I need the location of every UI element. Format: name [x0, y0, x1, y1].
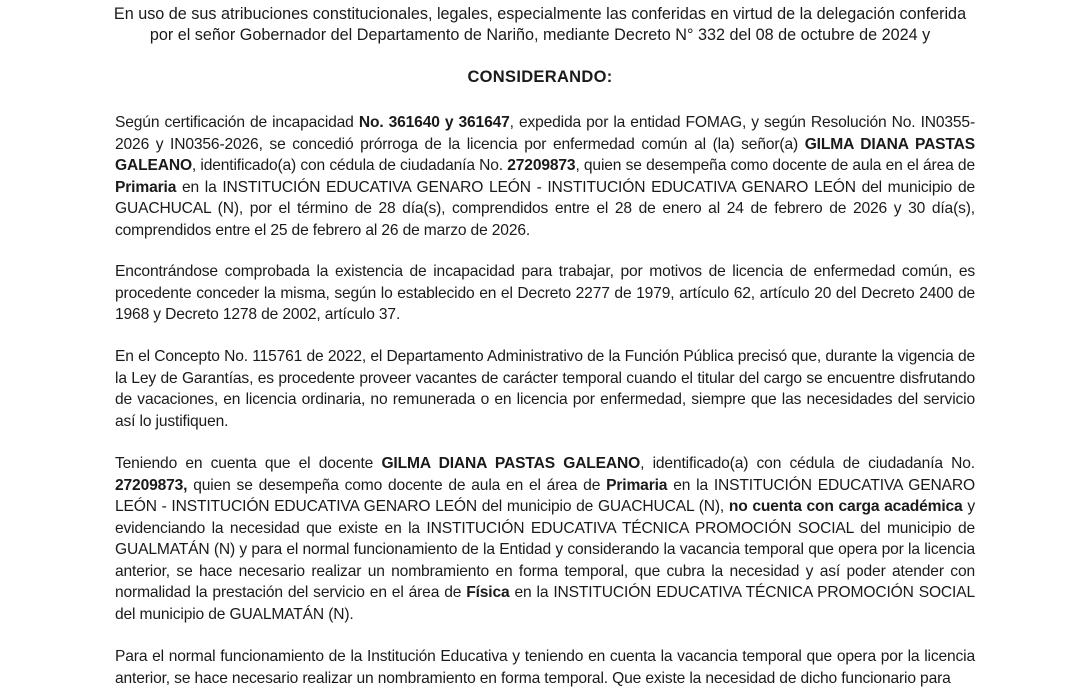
bold-text: no cuenta con carga académica: [728, 498, 963, 515]
text: en la INSTITUCIÓN EDUCATIVA GENARO LEÓN - INSTITUCIÓN EDUCATIVA GENARO LEÓN del municipio de GUACHUCAL (N), por el término de 28 día(s), comprendidos entre el 28 de enero al 24 de febrero de 2026 y 30 día(s), comprendidos entre el 25 de febrero al 26 de marzo de 2026.: [115, 178, 975, 239]
paragraph-operation: Para el normal funcionamiento de la Institución Educativa y teniendo en cuenta la vacancia temporal que opera por la licencia anterior, se hace necesario realizar un nombramiento en forma temporal. Que existe la necesidad de dicho funcionario para: [115, 648, 975, 687]
text: Según certificación de incapacidad: [115, 114, 359, 131]
bold-text: No. 361640 y 361647: [358, 114, 510, 131]
bold-text: GILMA DIANA PASTAS GALEANO: [381, 455, 641, 472]
text: , expedida por la entidad FOMAG, y según Resolución No. IN0355-2026 y IN0356-2026, se concedió prórroga de la licencia por enfermedad común al (la) señor(a): [115, 114, 975, 153]
paragraph-appointment: [115, 453, 975, 625]
text: en la INSTITUCIÓN EDUCATIVA TÉCNICA PROMOCIÓN SOCIAL del municipio de GUALMATÁN (N).: [115, 584, 975, 623]
text: , identificado(a) con cédula de ciudadanía No.: [640, 455, 975, 472]
bold-text: Física: [466, 584, 510, 601]
text: , quien se desempeña como docente de aula en el área de: [575, 157, 975, 174]
paragraph-concept: En el Concepto No. 115761 de 2022, el Departamento Administrativo de la Función Pública precisó que, durante la vigencia de la Ley de Garantías, es procedente proveer vacantes de carácter temporal cuando el titular del cargo se encuentre disfrutando de vacaciones, en licencia ordinaria, no remunerada o en licencia por enfermedad, siempre que las necesidades del servicio así lo justifiquen.: [115, 348, 975, 430]
text: y evidenciando la necesidad que existe en la INSTITUCIÓN EDUCATIVA TÉCNICA PROMOCIÓN SOCIAL del municipio de GUALMATÁN (N) y para el normal funcionamiento de la Entidad y considerando la vacancia temporal que opera por la licencia anterior, se hace necesario realizar un nombramiento en forma temporal, que cubra la necesidad y así poder atender con normalidad la prestación del servicio en el área de: [115, 498, 975, 601]
text: quien se desempeña como docente de aula en el área de: [187, 476, 607, 494]
text: Teniendo en cuenta que el docente: [115, 455, 382, 472]
bold-text: 27209873: [507, 157, 576, 174]
bold-text: Primaria: [606, 476, 668, 494]
bold-text: Primaria: [115, 178, 177, 196]
text: en la INSTITUCIÓN EDUCATIVA GENARO LEÓN - INSTITUCIÓN EDUCATIVA GENARO LEÓN del municipio de GUACHUCAL (N),: [115, 476, 975, 515]
bold-text: GILMA DIANA PASTAS GALEANO: [115, 135, 976, 174]
paragraph-legal-basis: Encontrándose comprobada la existencia de incapacidad para trabajar, por motivos de licencia de enfermedad común, es procedente conceder la misma, según lo establecido en el Decreto 2277 de 1979, artículo 62, artículo 20 del Decreto 2400 de 1968 y Decreto 1278 de 2002, artículo 37.: [115, 263, 975, 323]
bold-text: 27209873,: [115, 476, 188, 494]
text: , identificado(a) con cédula de ciudadanía No.: [191, 157, 508, 174]
paragraph-incapacity: [115, 112, 975, 241]
section-heading: CONSIDERANDO:: [467, 68, 613, 86]
intro-paragraph: En uso de sus atribuciones constitucionales, legales, especialmente las conferidas en virtud de la delegación conferida por el señor Gobernador del Departamento de Nariño, mediante Decreto N° 332 del 08 de octubre de 2024 y: [113, 5, 967, 44]
